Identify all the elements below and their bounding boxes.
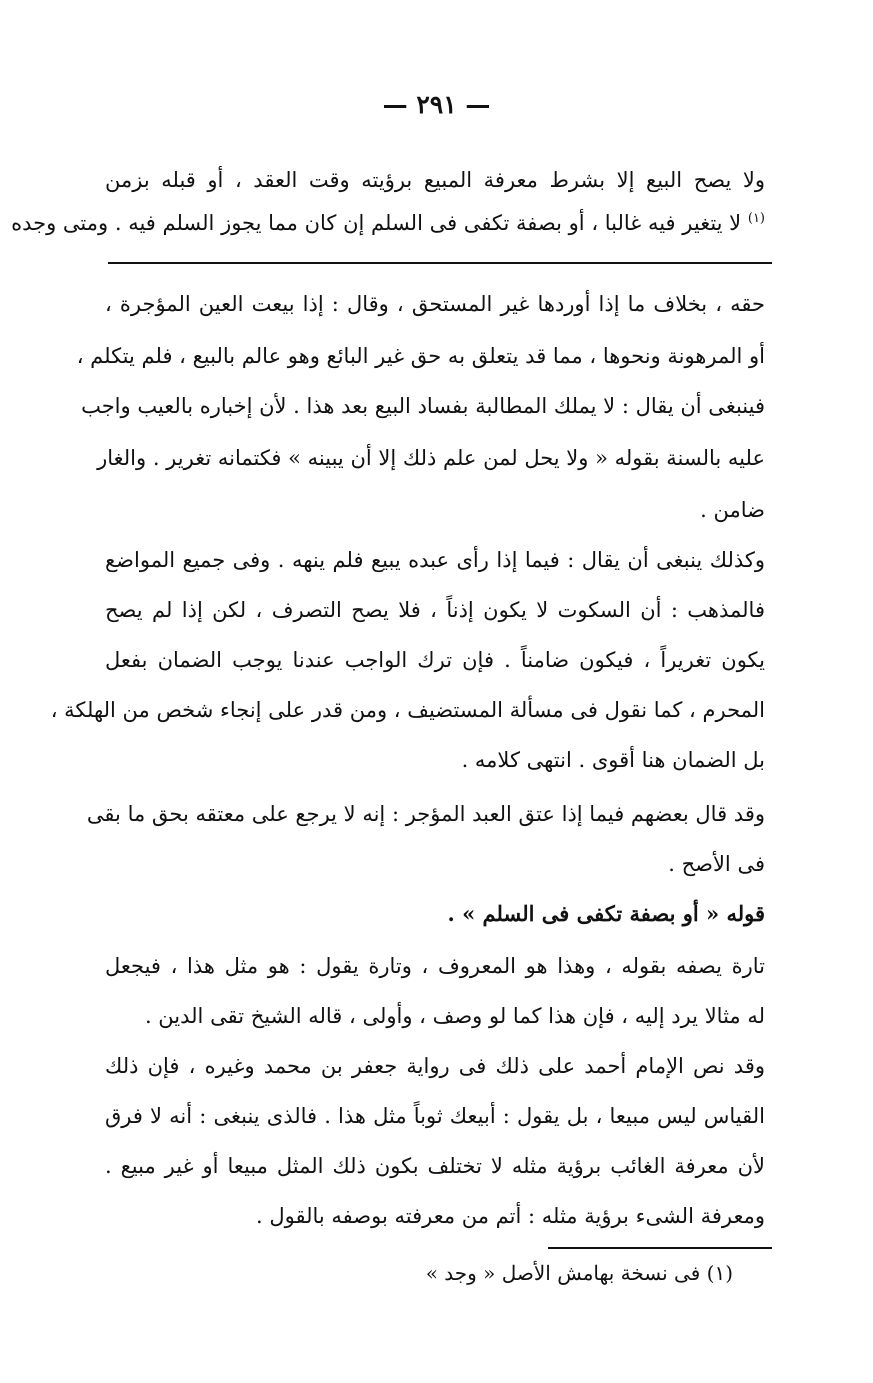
commentary-line: بل الضمان هنا أقوى . انتهى كلامه .	[461, 748, 765, 772]
commentary-line: وقد قال بعضهم فيما إذا عتق العبد المؤجر : إنه لا يرجع على معتقه بحق ما بقى	[86, 802, 765, 826]
commentary-line: حقه ، بخلاف ما إذا أوردها غير المستحق ، وقال : إذا بيعت العين المؤجرة ،	[105, 292, 765, 316]
commentary-line: له مثالا يرد إليه ، فإن هذا كما لو وصف ، وأولى ، قاله الشيخ تقى الدين .	[144, 1004, 765, 1028]
main-text-line-2-text: لا يتغير فيه غالبا ، أو بصفة تكفى فى السلم إن كان مما يجوز السلم فيه . ومتى وجده	[11, 211, 742, 235]
footnote-divider	[548, 1247, 772, 1249]
commentary-line: وقد نص الإمام أحمد على ذلك فى رواية جعفر بن محمد وغيره ، فإن ذلك	[105, 1054, 765, 1078]
commentary-line: المحرم ، كما نقول فى مسألة المستضيف ، ومن قدر على إنجاء شخص من الهلكة ،	[50, 698, 765, 722]
commentary-line: لأن معرفة الغائب برؤية مثله لا تختلف بكون ذلك المثل مبيعا أو غير مبيع .	[105, 1154, 765, 1178]
main-text-line-1: ولا يصح البيع إلا بشرط معرفة المبيع برؤيته وقت العقد ، أو قبله بزمن	[105, 168, 765, 192]
commentary-line: فى الأصح .	[668, 852, 765, 876]
footnote-reference: (١)	[747, 211, 765, 226]
commentary-line: ضامن .	[700, 498, 765, 522]
commentary-line: فينبغى أن يقال : لا يملك المطالبة بفساد البيع بعد هذا . لأن إخباره بالعيب واجب	[81, 394, 765, 418]
commentary-line: عليه بالسنة بقوله « ولا يحل لمن علم ذلك إلا أن يبينه » فكتمانه تغرير . والغار	[97, 446, 765, 470]
commentary-line: أو المرهونة ونحوها ، مما قد يتعلق به حق غير البائع وهو عالم بالبيع ، فلم يتكلم ،	[76, 344, 765, 368]
commentary-line: فالمذهب : أن السكوت لا يكون إذناً ، فلا يصح التصرف ، لكن إذا لم يصح	[105, 598, 765, 622]
commentary-line: القياس ليس مبيعا ، بل يقول : أبيعك ثوباً مثل هذا . فالذى ينبغى : أنه لا فرق	[105, 1104, 765, 1128]
main-text-divider	[108, 262, 772, 264]
commentary-line: وكذلك ينبغى أن يقال : فيما إذا رأى عبده يبيع فلم ينهه . وفى جميع المواضع	[105, 548, 765, 572]
commentary-line: يكون تغريراً ، فيكون ضامناً . فإن ترك الواجب عندنا يوجب الضمان بفعل	[105, 648, 765, 672]
commentary-line: ومعرفة الشىء برؤية مثله : أتم من معرفته بوصفه بالقول .	[256, 1204, 765, 1228]
commentary-line: تارة يصفه بقوله ، وهذا هو المعروف ، وتارة يقول : هو مثل هذا ، فيجعل	[105, 954, 765, 978]
quoted-heading: قوله « أو بصفة تكفى فى السلم » .	[447, 901, 765, 926]
main-text-line-2	[11, 203, 765, 247]
footnote: (١) فى نسخة بهامش الأصل « وجد »	[425, 1261, 733, 1285]
page-number: — ٢٩١ —	[382, 90, 491, 119]
